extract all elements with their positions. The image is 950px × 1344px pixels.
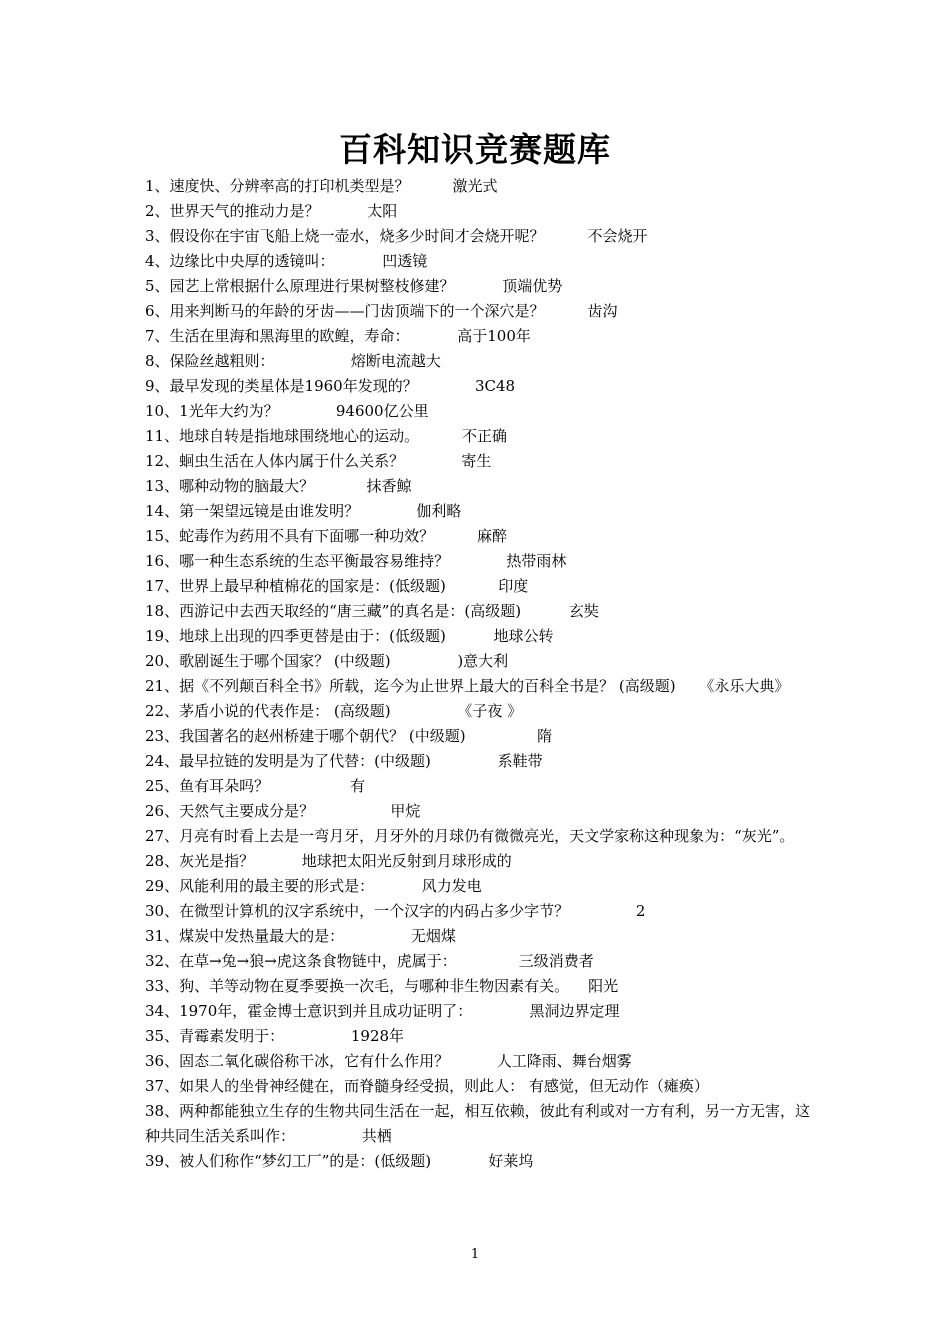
question-text: 13、哪种动物的脑最大？	[145, 477, 315, 495]
question-text: 32、在草→兔→狼→虎这条食物链中，虎属于：	[145, 952, 457, 970]
answer-text: 甲烷	[390, 802, 421, 820]
question-text: 15、蛇毒作为药用不具有下面哪一种功效？	[145, 527, 435, 545]
question-text: 20、歌剧诞生于哪个国家？ (中级题)	[145, 652, 391, 670]
question-item	[145, 824, 810, 849]
answer-text: 共栖	[361, 1127, 392, 1145]
answer-text: 玄奘	[568, 602, 599, 620]
question-gap	[314, 477, 366, 495]
question-text: 2、世界天气的推动力是？	[145, 202, 320, 220]
question-gap	[410, 177, 453, 195]
answer-text: 2	[635, 902, 646, 920]
question-text: 19、地球上出现的四季更替是由于：(低级题)	[145, 627, 446, 645]
answer-text: 三级消费者	[518, 952, 594, 970]
question-text: 26、天然气主要成分是？	[145, 802, 315, 820]
question-gap	[391, 652, 458, 670]
answer-text: 齿沟	[587, 302, 618, 320]
question-text: 16、哪一种生态系统的生态平衡最容易维持？	[145, 552, 450, 570]
question-gap	[449, 1052, 497, 1070]
question-item	[145, 624, 810, 649]
question-text: 22、茅盾小说的代表作是： (高级题)	[145, 702, 391, 720]
question-text: 27、月亮有时看上去是一弯月牙，月牙外的月球仍有微微亮光，天文学家称这种现象为：“灰光”。	[145, 827, 795, 845]
question-item	[145, 449, 810, 474]
answer-text: 不会烧开	[587, 227, 648, 245]
question-gap	[434, 527, 477, 545]
question-text: 35、青霉素发明于：	[145, 1027, 285, 1045]
question-text: 10、1光年大约为？	[145, 402, 279, 420]
answer-text: 凹透镜	[382, 252, 428, 270]
question-item	[145, 274, 810, 299]
question-gap	[431, 1152, 488, 1170]
question-text: 23、我国著名的赵州桥建于哪个朝代？ (中级题)	[145, 727, 466, 745]
question-item	[145, 524, 810, 549]
question-gap	[418, 377, 475, 395]
question-list	[145, 174, 810, 1174]
question-item	[145, 674, 810, 699]
question-gap	[466, 727, 538, 745]
question-text: 29、风能利用的最主要的形式是：	[145, 877, 375, 895]
question-gap	[275, 352, 351, 370]
question-item	[145, 574, 810, 599]
question-text: 9、最早发现的类星体是1960年发现的？	[145, 377, 418, 395]
question-text: 8、保险丝越粗则：	[145, 352, 275, 370]
answer-text: 寄生	[461, 452, 492, 470]
question-item	[145, 699, 810, 724]
question-item	[145, 874, 810, 899]
question-item	[145, 199, 810, 224]
answer-text: 伽利略	[416, 502, 462, 520]
question-item	[145, 249, 810, 274]
question-gap	[545, 302, 588, 320]
question-item	[145, 324, 810, 349]
question-item	[145, 549, 810, 574]
question-text: 24、最早拉链的发明是为了代替：(中级题)	[145, 752, 431, 770]
answer-text: 熔断电流越大	[350, 352, 441, 370]
question-gap	[344, 927, 411, 945]
answer-text: 人工降雨、舞台烟雾	[496, 1052, 632, 1070]
answer-text: 3C48	[474, 377, 516, 395]
question-item	[145, 474, 810, 499]
question-text: 4、边缘比中央厚的透镜叫：	[145, 252, 335, 270]
question-gap	[404, 452, 461, 470]
question-text: 28、灰光是指？	[145, 852, 255, 870]
question-item	[145, 949, 810, 974]
question-text: 25、鱼有耳朵吗？	[145, 777, 270, 795]
answer-text: 有	[350, 777, 366, 795]
question-item	[145, 974, 810, 999]
question-item	[145, 849, 810, 874]
question-item	[145, 1149, 810, 1174]
answer-text: 系鞋带	[497, 752, 543, 770]
question-gap	[314, 802, 390, 820]
answer-text: 热带雨林	[506, 552, 567, 570]
question-item	[145, 424, 810, 449]
question-text: 6、用来判断马的年龄的牙齿——门齿顶端下的一个深穴是？	[145, 302, 545, 320]
answer-text: 地球把太阳光反射到月球形成的	[301, 852, 512, 870]
answer-text: 94600亿公里	[335, 402, 429, 420]
question-gap	[455, 277, 503, 295]
question-item	[145, 374, 810, 399]
question-gap	[449, 552, 506, 570]
question-text: 33、狗、羊等动物在夏季要换一次毛，与哪种非生物因素有关。	[145, 977, 570, 995]
question-gap	[391, 702, 458, 720]
question-gap	[335, 252, 383, 270]
answer-text: 顶端优势	[502, 277, 563, 295]
question-gap	[410, 327, 458, 345]
question-item	[145, 299, 810, 324]
question-text: 7、生活在里海和黑海里的欧鳇，寿命：	[145, 327, 410, 345]
question-gap	[359, 502, 416, 520]
answer-text: 高于100年	[457, 327, 531, 345]
question-item	[145, 399, 810, 424]
question-text: 38、两种都能独立生存的生物共同生活在一起，相互依赖，彼此有利或对一方有利，另一方无害，这种共同生活关系叫作：	[145, 1102, 810, 1145]
question-gap	[521, 602, 569, 620]
question-item	[145, 774, 810, 799]
question-gap	[269, 777, 350, 795]
answer-text: 麻醉	[477, 527, 508, 545]
question-text: 39、被人们称作“梦幻工厂”的是：(低级题)	[145, 1152, 432, 1170]
question-item	[145, 899, 810, 924]
question-text: 34、1970年，霍金博士意识到并且成功证明了：	[145, 1002, 473, 1020]
answer-text: 太阳	[367, 202, 398, 220]
question-gap	[295, 1127, 362, 1145]
answer-text: 《永乐大典》	[699, 677, 790, 695]
question-text: 17、世界上最早种植棉花的国家是：(低级题)	[145, 577, 446, 595]
answer-text: 抹香鲸	[366, 477, 412, 495]
question-item	[145, 749, 810, 774]
question-text: 18、西游记中去西天取经的“唐三藏”的真名是：(高级题)	[145, 602, 522, 620]
question-text: 11、地球自转是指地球围绕地心的运动。	[145, 427, 420, 445]
question-gap	[676, 677, 700, 695]
question-gap	[472, 1002, 529, 1020]
question-text: 31、煤炭中发热量最大的是：	[145, 927, 345, 945]
question-gap	[457, 952, 519, 970]
question-item	[145, 499, 810, 524]
answer-text: 印度	[498, 577, 529, 595]
question-text: 37、如果人的坐骨神经健在，而脊髓身经受损，则此人：	[145, 1077, 525, 1095]
question-text: 1、速度快、分辨率高的打印机类型是？	[145, 177, 410, 195]
question-item	[145, 599, 810, 624]
answer-text: 黑洞边界定理	[529, 1002, 620, 1020]
answer-text: 《子夜 》	[457, 702, 523, 720]
question-gap	[431, 752, 498, 770]
question-item	[145, 174, 810, 199]
question-text: 21、据《不列颠百科全书》所载，迄今为止世界上最大的百科全书是？ (高级题)	[145, 677, 676, 695]
question-gap	[446, 627, 494, 645]
question-item	[145, 1099, 810, 1149]
page-number: 1	[470, 1247, 480, 1262]
question-item	[145, 1049, 810, 1074]
question-item	[145, 349, 810, 374]
question-text: 5、园艺上常根据什么原理进行果树整枝修建？	[145, 277, 455, 295]
answer-text: 风力发电	[421, 877, 482, 895]
question-gap	[279, 402, 336, 420]
question-gap	[284, 1027, 351, 1045]
answer-text: 无烟煤	[410, 927, 456, 945]
question-item	[145, 924, 810, 949]
question-text: 12、蛔虫生活在人体内属于什么关系？	[145, 452, 405, 470]
answer-text: 阳光	[588, 977, 619, 995]
answer-text: 有感觉，但无动作（瘫痪）	[528, 1077, 709, 1095]
question-item	[145, 999, 810, 1024]
question-item	[145, 1024, 810, 1049]
question-gap	[320, 202, 368, 220]
answer-text: 隋	[537, 727, 553, 745]
answer-text: 地球公转	[493, 627, 554, 645]
question-gap	[254, 852, 302, 870]
answer-text: 不正确	[462, 427, 508, 445]
question-item	[145, 724, 810, 749]
question-gap	[419, 427, 462, 445]
question-text: 3、假设你在宇宙飞船上烧一壶水，烧多少时间才会烧开呢？	[145, 227, 545, 245]
question-gap	[569, 902, 636, 920]
question-text: 14、第一架望远镜是由谁发明？	[145, 502, 360, 520]
answer-text: )意大利	[457, 652, 509, 670]
question-item	[145, 649, 810, 674]
answer-text: 好莱坞	[488, 1152, 534, 1170]
question-gap	[569, 977, 588, 995]
question-text: 30、在微型计算机的汉字系统中，一个汉字的内码占多少字节？	[145, 902, 570, 920]
question-item	[145, 1074, 810, 1099]
answer-text: 激光式	[452, 177, 498, 195]
page-title: 百科知识竞赛题库	[339, 130, 611, 169]
question-item	[145, 799, 810, 824]
question-gap	[374, 877, 422, 895]
question-text: 36、固态二氧化碳俗称干冰，它有什么作用？	[145, 1052, 450, 1070]
question-item	[145, 224, 810, 249]
question-gap	[545, 227, 588, 245]
answer-text: 1928年	[350, 1027, 405, 1045]
question-gap	[446, 577, 498, 595]
